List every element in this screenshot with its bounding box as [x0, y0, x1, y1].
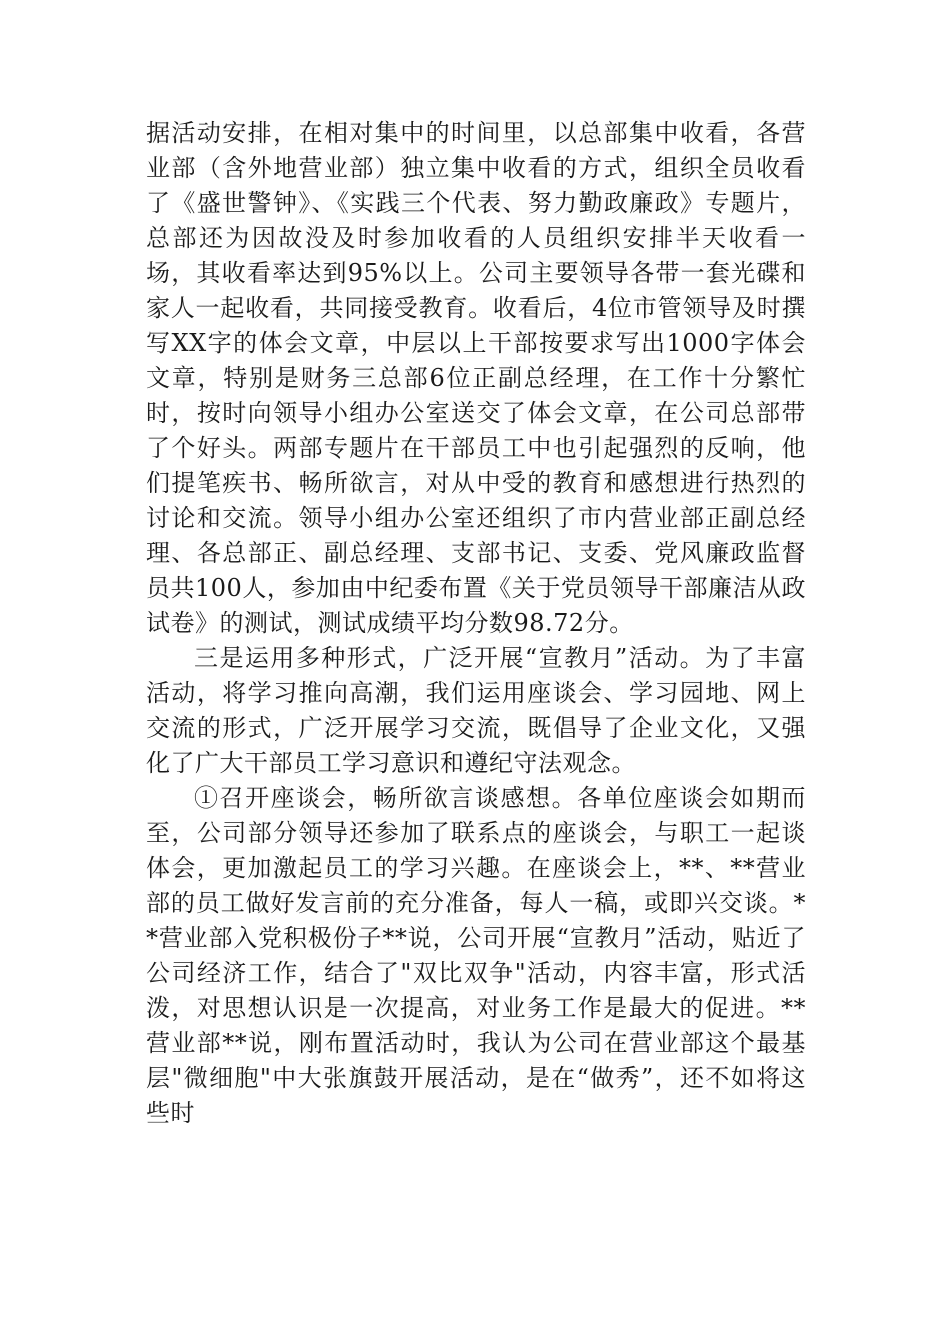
document-body	[146, 116, 806, 1131]
paragraph-1: 据活动安排，在相对集中的时间里，以总部集中收看，各营业部（含外地营业部）独立集中收看的方式，组织全员收看了《盛世警钟》、《实践三个代表、努力勤政廉政》专题片，总部还为因故没及时参加收看的人员组织安排半天收看一场，其收看率达到95%以上。公司主要领导各带一套光碟和家人一起收看，共同接受教育。收看后，4位市管领导及时撰写XX字的体会文章，中层以上干部按要求写出1000字体会文章，特别是财务三总部6位正副总经理，在工作十分繁忙时，按时向领导小组办公室送交了体会文章，在公司总部带了个好头。两部专题片在干部员工中也引起强烈的反响，他们提笔疾书、畅所欲言，对从中受的教育和感想进行热烈的讨论和交流。领导小组办公室还组织了市内营业部正副总经理、各总部正、副总经理、支部书记、支委、党风廉政监督员共100人，参加由中纪委布置《关于党员领导干部廉洁从政试卷》的测试，测试成绩平均分数98.72分。	[146, 119, 806, 637]
paragraph-2: 三是运用多种形式，广泛开展“宣教月”活动。为了丰富活动，将学习推向高潮，我们运用座谈会、学习园地、网上交流的形式，广泛开展学习交流，既倡导了企业文化，又强化了广大干部员工学习意识和遵纪守法观念。	[146, 644, 806, 777]
paragraph-3: ①召开座谈会，畅所欲言谈感想。各单位座谈会如期而至，公司部分领导还参加了联系点的座谈会，与职工一起谈体会，更加激起员工的学习兴趣。在座谈会上，**、**营业部的员工做好发言前的充分准备，每人一稿，或即兴交谈。**营业部入党积极份子**说，公司开展“宣教月”活动，贴近了公司经济工作，结合了"双比双争"活动，内容丰富，形式活泼，对思想认识是一次提高，对业务工作是最大的促进。**营业部**说，刚布置活动时，我认为公司在营业部这个最基层"微细胞"中大张旗鼓开展活动，是在“做秀”，还不如将这些时	[146, 784, 806, 1127]
